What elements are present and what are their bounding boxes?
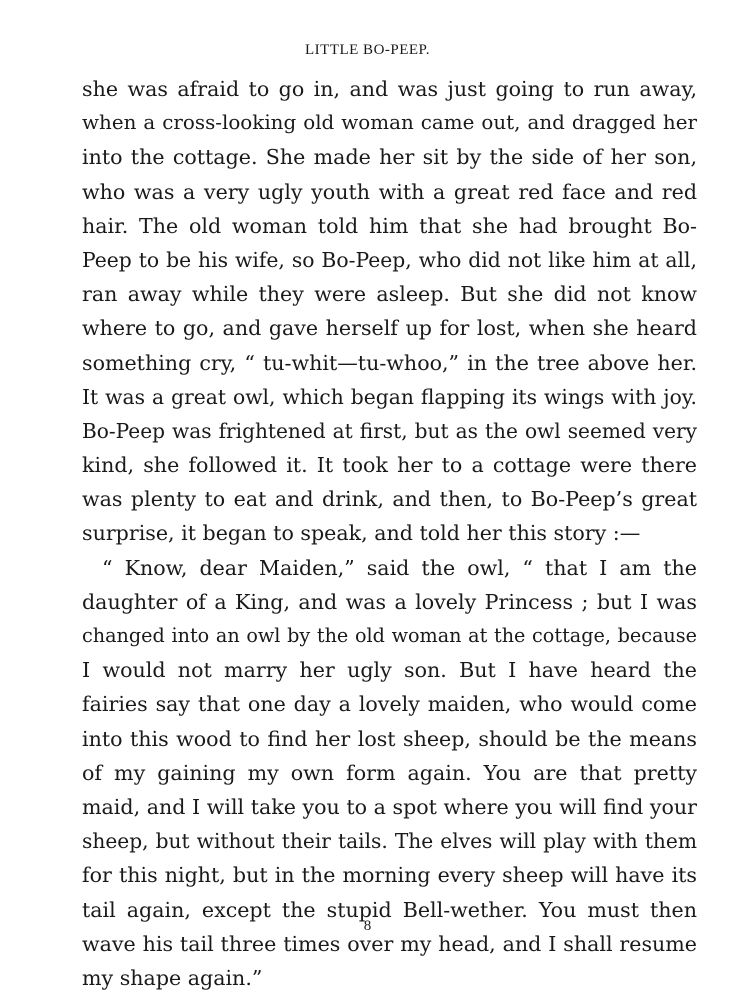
text-line: maid, and I will take you to a spot where you will find your bbox=[82, 794, 697, 819]
text-line: daughter of a King, and was a lovely Princess ; but I was bbox=[82, 589, 697, 614]
text-line: something cry, “ tu-whit—tu-whoo,” in the tree above her. bbox=[82, 350, 697, 375]
text-line: fairies say that one day a lovely maiden, who would come bbox=[82, 692, 697, 717]
text-line: of my gaining my own form again. You are that pretty bbox=[82, 760, 697, 785]
running-head: LITTLE BO-PEEP. bbox=[305, 42, 430, 58]
text-line: where to go, and gave herself up for lost, when she heard bbox=[82, 316, 697, 341]
body-text bbox=[82, 72, 697, 995]
text-line: changed into an owl by the old woman at the cottage, because bbox=[82, 624, 697, 647]
page-number: 8 bbox=[363, 918, 372, 934]
text-line: ran away while they were asleep. But she did not know bbox=[82, 282, 697, 307]
text-line: hair. The old woman told him that she had brought Bo- bbox=[82, 213, 697, 238]
text-line: she was afraid to go in, and was just going to run away, bbox=[82, 77, 697, 101]
text-line: when a cross-looking old woman came out, and dragged her bbox=[82, 111, 697, 135]
text-line: wave his tail three times over my head, and I shall resume bbox=[82, 931, 697, 956]
text-line: “ Know, dear Maiden,” said the owl, “ that I am the bbox=[102, 555, 697, 580]
text-line: for this night, but in the morning every sheep will have its bbox=[82, 863, 697, 888]
text-line: It was a great owl, which began flapping its wings with joy. bbox=[82, 384, 697, 409]
text-line: kind, she followed it. It took her to a cottage were there bbox=[82, 453, 697, 478]
text-line: who was a very ugly youth with a great red face and red bbox=[82, 179, 697, 204]
paragraph-1 bbox=[82, 72, 697, 551]
text-line: sheep, but without their tails. The elves will play with them bbox=[82, 829, 697, 854]
text-line: was plenty to eat and drink, and then, to Bo-Peep’s great bbox=[82, 487, 697, 512]
text-line: Bo-Peep was frightened at first, but as the owl seemed very bbox=[82, 418, 697, 443]
text-line: my shape again.” bbox=[82, 965, 263, 990]
text-line: into this wood to find her lost sheep, should be the means bbox=[82, 726, 697, 751]
text-line: surprise, it began to speak, and told her this story :— bbox=[82, 521, 641, 546]
text-line: I would not marry her ugly son. But I have heard the bbox=[82, 658, 697, 683]
text-line: Peep to be his wife, so Bo-Peep, who did not like him at all, bbox=[82, 247, 697, 272]
text-line: tail again, except the stupid Bell-wether. You must then bbox=[82, 897, 697, 922]
text-line: into the cottage. She made her sit by the side of her son, bbox=[82, 145, 697, 170]
